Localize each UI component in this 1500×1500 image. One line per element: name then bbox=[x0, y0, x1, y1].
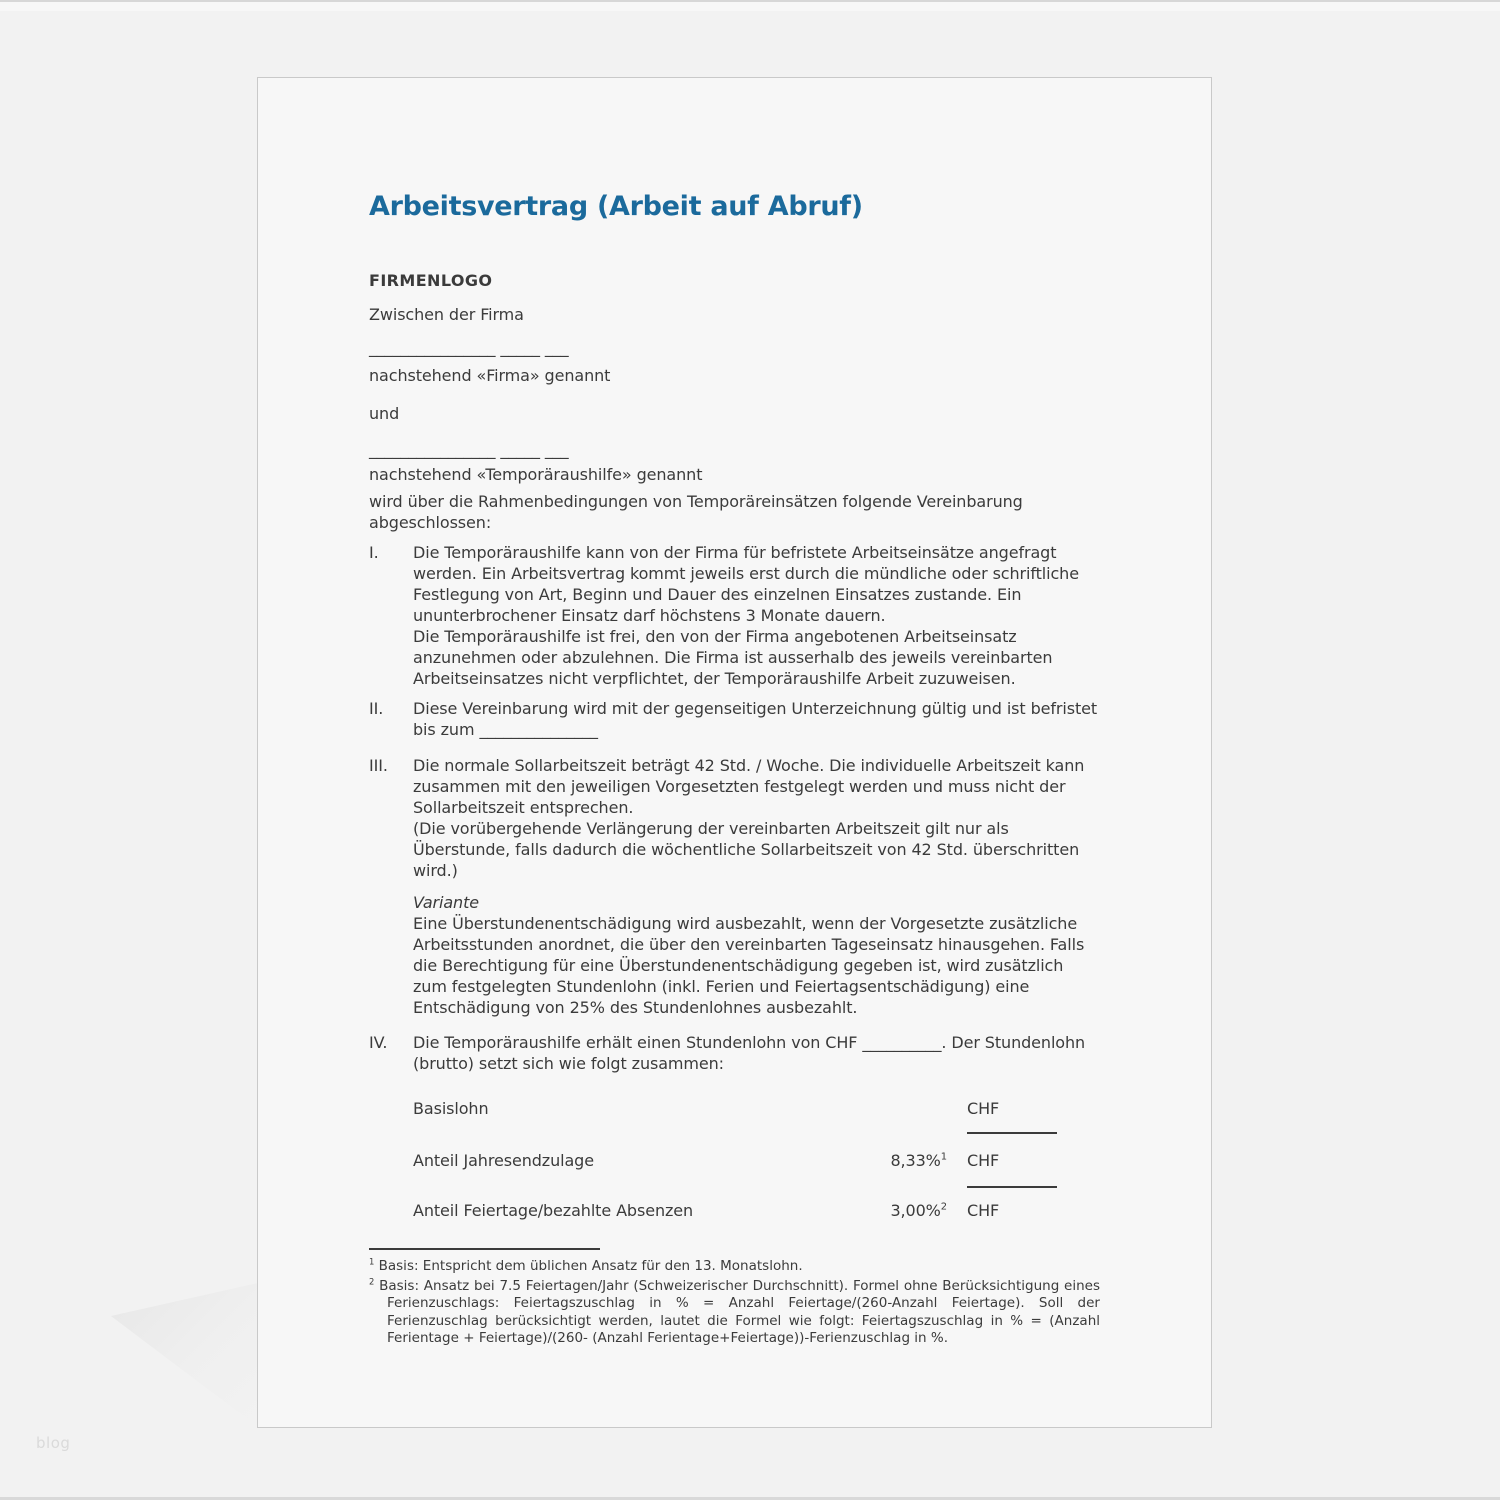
intro-nach-firma: nachstehend «Firma» genannt bbox=[369, 366, 611, 385]
temp-name-blank: ________________ _____ ___ bbox=[369, 440, 569, 459]
row-currency: CHF bbox=[967, 1099, 1000, 1118]
footnote-2-marker: 2 bbox=[369, 1276, 375, 1286]
section-3 bbox=[369, 755, 1100, 881]
row-label: Basislohn bbox=[413, 1099, 489, 1118]
section-3-body bbox=[413, 755, 1100, 881]
section-4-numeral: IV. bbox=[369, 1033, 388, 1052]
section-2-paragraph bbox=[413, 698, 1100, 740]
row-currency: CHF bbox=[967, 1151, 1000, 1170]
footnote-marker-1: 1 bbox=[940, 1151, 947, 1163]
footnote-1 bbox=[369, 1258, 1100, 1276]
row-currency: CHF bbox=[967, 1201, 1000, 1220]
table-row-basislohn bbox=[413, 1098, 1100, 1119]
section-3-paragraph-2: (Die vorübergehende Verlängerung der vereinbarten Arbeitszeit gilt nur als Überstunde, falls dadurch die wöchentliche Sollarbeitszeit von 42 Std. überschritten wird.) bbox=[413, 819, 1080, 880]
salary-composition-table bbox=[413, 1098, 1100, 1221]
section-4-text-after: . Der Stundenlohn (brutto) setzt sich wie folgt zusammen: bbox=[413, 1033, 1086, 1073]
company-name-blank: ________________ _____ ___ bbox=[369, 338, 569, 357]
section-1-paragraph-2: Die Temporäraushilfe ist frei, den von der Firma angebotenen Arbeitseinsatz anzunehmen oder abzulehnen. Die Firma ist ausserhalb des jeweils vereinbarten Arbeitseinsatzes nicht verpflichtet, der Temporäraushilfe Arbeit zuzuweisen. bbox=[413, 627, 1053, 688]
intro-zwischen: Zwischen der Firma bbox=[369, 305, 524, 324]
viewport-top-glow bbox=[0, 2, 1500, 11]
intro-nach-temporaeraushilfe: nachstehend «Temporäraushilfe» genannt bbox=[369, 465, 703, 484]
intro-rahmenbedingungen: wird über die Rahmenbedingungen von Temporäreinsätzen folgende Vereinbarung abgeschlossen: bbox=[369, 492, 1023, 532]
footnote-marker-2: 2 bbox=[940, 1201, 947, 1213]
intro-und: und bbox=[369, 404, 400, 423]
section-4-body bbox=[413, 1032, 1100, 1074]
section-4-text-before: Die Temporäraushilfe erhält einen Stundenlohn von CHF bbox=[413, 1033, 863, 1052]
befristet-date-blank: _______________ bbox=[479, 720, 598, 739]
section-1-numeral: I. bbox=[369, 543, 379, 562]
section-1 bbox=[369, 542, 1100, 689]
variante-paragraph: Eine Überstundenentschädigung wird ausbezahlt, wenn der Vorgesetzte zusätzliche Arbeitsstunden anordnet, die über den vereinbarten Tageseinsatz hinausgehen. Falls die Berechtigung für eine Überstundenentschädigung gegeben ist, wird zusätzlich zum festgelegten Stundenlohn (inkl. Ferien und Feiertagsentschädigung) eine Entschädigung von 25% des Stundenlohnes ausbezahlt. bbox=[413, 914, 1085, 1017]
section-4 bbox=[369, 1032, 1100, 1074]
table-row-jahresendzulage bbox=[413, 1150, 1100, 1171]
stundenlohn-chf-blank: __________ bbox=[862, 1033, 942, 1052]
section-1-body bbox=[413, 542, 1100, 689]
document-title: Arbeitsvertrag (Arbeit auf Abruf) bbox=[369, 191, 863, 222]
footnote-1-text: Basis: Entspricht dem üblichen Ansatz für den 13. Monatslohn. bbox=[374, 1258, 803, 1274]
row-label: Anteil Feiertage/bezahlte Absenzen bbox=[413, 1201, 694, 1220]
footnote-2 bbox=[369, 1278, 1100, 1348]
section-3-paragraph-1: Die normale Sollarbeitszeit beträgt 42 Std. / Woche. Die individuelle Arbeitszeit kann zusammen mit den jeweiligen Vorgesetzten festgelegt werden und muss nicht der Sollarbeitszeit entsprechen. bbox=[413, 756, 1085, 817]
page-curl-shadow bbox=[108, 1280, 258, 1430]
table-row-feiertage bbox=[413, 1200, 1100, 1221]
row-percentage: 8,33%$^1$ bbox=[890, 1151, 947, 1170]
section-1-paragraph-1: Die Temporäraushilfe kann von der Firma für befristete Arbeitseinsätze angefragt werden. Ein Arbeitsvertrag kommt jeweils erst durch die mündliche oder schriftliche Festlegung von Art, Beginn und Dauer des einzelnen Einsatzes zustande. Ein ununterbrochener Einsatz darf höchstens 3 Monate dauern. bbox=[413, 543, 1079, 625]
section-3-numeral: III. bbox=[369, 756, 388, 775]
section-2-text: Diese Vereinbarung wird mit der gegenseitigen Unterzeichnung gültig und ist befristet bis zum bbox=[413, 699, 1098, 739]
footnote-separator-rule bbox=[369, 1248, 600, 1250]
watermark: blog bbox=[36, 1434, 71, 1452]
variante-block bbox=[413, 892, 1100, 1018]
variante-label: Variante bbox=[413, 893, 480, 912]
footnotes-block bbox=[369, 1248, 1100, 1348]
footnote-1-marker: 1 bbox=[369, 1256, 375, 1267]
section-2-numeral: II. bbox=[369, 699, 384, 718]
row-label: Anteil Jahresendzulage bbox=[413, 1151, 594, 1170]
firmenlogo-placeholder: FIRMENLOGO bbox=[369, 271, 493, 290]
document-page bbox=[257, 77, 1212, 1428]
section-4-paragraph bbox=[413, 1032, 1100, 1074]
row-percentage: 3,00%$^2$ bbox=[890, 1201, 947, 1220]
footnote-2-text: Basis: Ansatz bei 7.5 Feiertagen/Jahr (Schweizerischer Durchschnitt). Formel ohne Berücksichtigung eines Ferienzuschlags: Feiertagszuschlag in % = Anzahl Feiertage/(260-Anzahl Feiertage). Soll der Ferienzuschlag berücksichtigt werden, lautet die Formel wie folgt: Feiertagszuschlag in % = (Anzahl Ferientage + Feiertage)/(260- (Anzahl Ferientage+Feiertage))-Ferienzuschlag in %. bbox=[374, 1277, 1100, 1346]
section-2 bbox=[369, 698, 1100, 740]
section-2-body bbox=[413, 698, 1100, 740]
